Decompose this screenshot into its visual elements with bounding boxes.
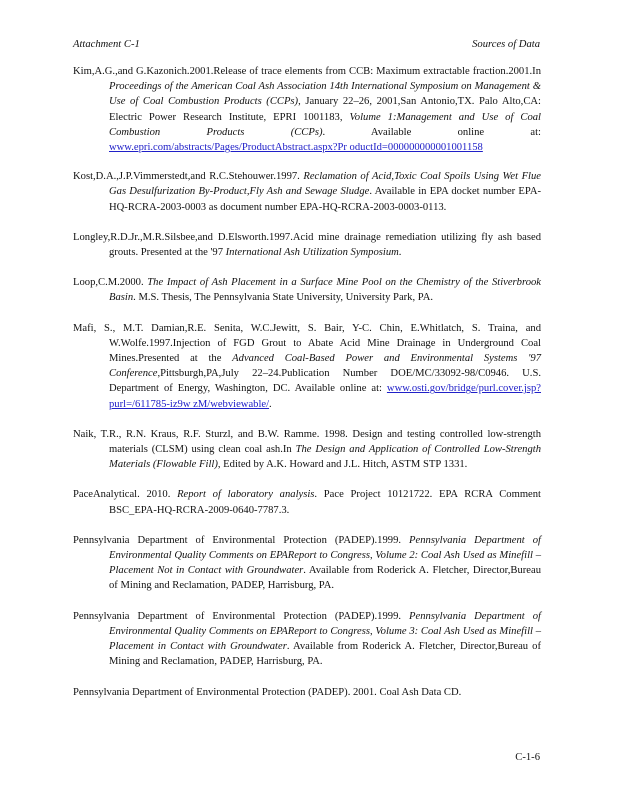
reference-text: . — [398, 247, 402, 259]
reference-text: Pennsylvania Department of Environmental Protection (PADEP). 2001. Coal Ash Data CD. — [73, 686, 462, 698]
reference-text: . Available from Roderick A. Fletcher, Director,Bureau of Mining and Reclamation, PADEP, Harrisburg, PA. — [109, 565, 541, 592]
reference-text: , Edited by A.K. Howard and J.L. Hitch, ASTM STP 1331. — [217, 459, 468, 471]
reference-text: Pennsylvania Department of Environmental Protection (PADEP).1999. — [73, 534, 410, 546]
reference-title-italic: The Design and Application of Controlled Low-Strength Materials (Flowable Fill) — [109, 444, 541, 471]
reference-title-italic: Advanced Coal-Based Power and Environmental Systems '97 Conference — [109, 353, 541, 380]
reference-title-italic: Reclamation of Acid,Toxic Coal Spoils Using Wet Flue Gas Desulfurization By-Product,Fly Ash and Sewage Sludge — [109, 171, 541, 198]
reference-title-italic: Volume 3: Coal Ash Used as Minefill – Placement in Contact with Groundwater — [109, 625, 542, 653]
reference-text: Longley,R.D.Jr.,M.R.Silsbee,and D.Elsworth.1997.Acid mine drainage remediation utilizing fly ash based grouts. Presented at the '97 — [73, 231, 541, 259]
reference-text: . Pace Project 10121722. EPA RCRA Comment BSC_EPA-HQ-RCRA-2009-0640-7787.3. — [109, 489, 541, 516]
reference-text: , January 22–26, 2001,San Antonio,TX. Palo Alto,CA: Electric Power Research Institute, EPRI 1001183, — [109, 96, 541, 123]
reference-title-italic: Proceedings of the American Coal Ash Association 14th International Symposium on Management & Use of Coal Combustion Products (CCPs) — [109, 81, 541, 108]
reference-list — [73, 64, 541, 715]
reference-text: . — [269, 398, 272, 410]
reference-entry — [73, 427, 541, 473]
reference-text: . Available from Roderick A. Fletcher, Director,Bureau of Mining and Reclamation, PADEP, Harrisburg, PA. — [109, 641, 541, 668]
reference-text: Kim,A.G.,and G.Kazonich.2001.Release of trace elements from CCB: Maximum extractable fraction.2001.In — [73, 66, 541, 77]
reference-entry — [73, 230, 541, 260]
reference-text: , — [369, 625, 376, 637]
reference-text: Loop,C.M.2000. — [73, 277, 148, 289]
reference-entry — [73, 275, 541, 305]
reference-entry — [73, 533, 541, 594]
reference-text: . Available in EPA docket number EPA-HQ-RCRA-2003-0003 as document number EPA-HQ-RCRA-2003-0003-0113. — [109, 186, 541, 213]
reference-text: ,Pittsburgh,PA,July 22–24.Publication Number DOE/MC/33092-98/C0946. U.S. Department of Energy, Washington, DC. Available online at: — [109, 368, 541, 395]
reference-text: Kost,D.A.,J.P.Vimmerstedt,and R.C.Stehouwer.1997. — [73, 171, 304, 183]
reference-title-italic: International Ash Utilization Symposium — [225, 247, 399, 259]
reference-text: Mafi, S., M.T. Damian,R.E. Senita, W.C.Jewitt, S. Bair, Y-C. Chin, E.Whitlatch, S. Traina, and W.Wolfe.1997.Injection of FGD Grout to Abate Acid Mine Drainage in Underground Coal Mines.Presented at the — [73, 322, 541, 365]
reference-text: Naik, T.R., R.N. Kraus, R.F. Sturzl, and B.W. Ramme. 1998. Design and testing controlled low-strength materials (CLSM) using clean coal ash.In — [73, 428, 541, 456]
reference-link[interactable]: www.osti.gov/bridge/purl.cover.jsp?purl=/611785-iz9w zM/webviewable/ — [109, 383, 541, 410]
reference-text: PaceAnalytical. 2010. — [73, 489, 178, 501]
header-section-title: Sources of Data — [472, 39, 540, 50]
reference-entry — [73, 321, 541, 412]
reference-title-italic: Report of laboratory analysis — [177, 489, 315, 501]
page-number: C-1-6 — [515, 752, 540, 763]
reference-text: , — [369, 550, 376, 562]
reference-title-italic: The Impact of Ash Placement in a Surface Mine Pool on the Chemistry of the Stiverbrook Basin — [109, 277, 541, 304]
reference-link[interactable]: www.epri.com/abstracts/Pages/ProductAbstract.aspx?Pr oductId=000000000001001158 — [109, 142, 483, 154]
reference-entry — [73, 64, 541, 155]
reference-entry — [73, 609, 541, 670]
reference-entry — [73, 487, 541, 517]
reference-text: Pennsylvania Department of Environmental Protection (PADEP).1999. — [73, 610, 410, 622]
reference-entry — [73, 169, 541, 215]
reference-title-italic: Pennsylvania Department of Environmental Quality Comments on EPAReport to Congress — [109, 610, 541, 637]
reference-title-italic: Volume 1:Management and Use of Coal Combustion Products (CCPs) — [109, 111, 541, 138]
reference-text: . Available online at: — [322, 126, 541, 138]
reference-title-italic: Volume 2: Coal Ash Used as Minefill – Placement Not in Contact with Groundwater — [109, 550, 542, 577]
reference-entry — [73, 685, 541, 700]
reference-title-italic: Pennsylvania Department of Environmental Quality Comments on EPAReport to Congress — [109, 534, 541, 562]
header-attachment-label: Attachment C-1 — [73, 39, 140, 50]
reference-text: . M.S. Thesis, The Pennsylvania State University, University Park, PA. — [133, 292, 433, 304]
